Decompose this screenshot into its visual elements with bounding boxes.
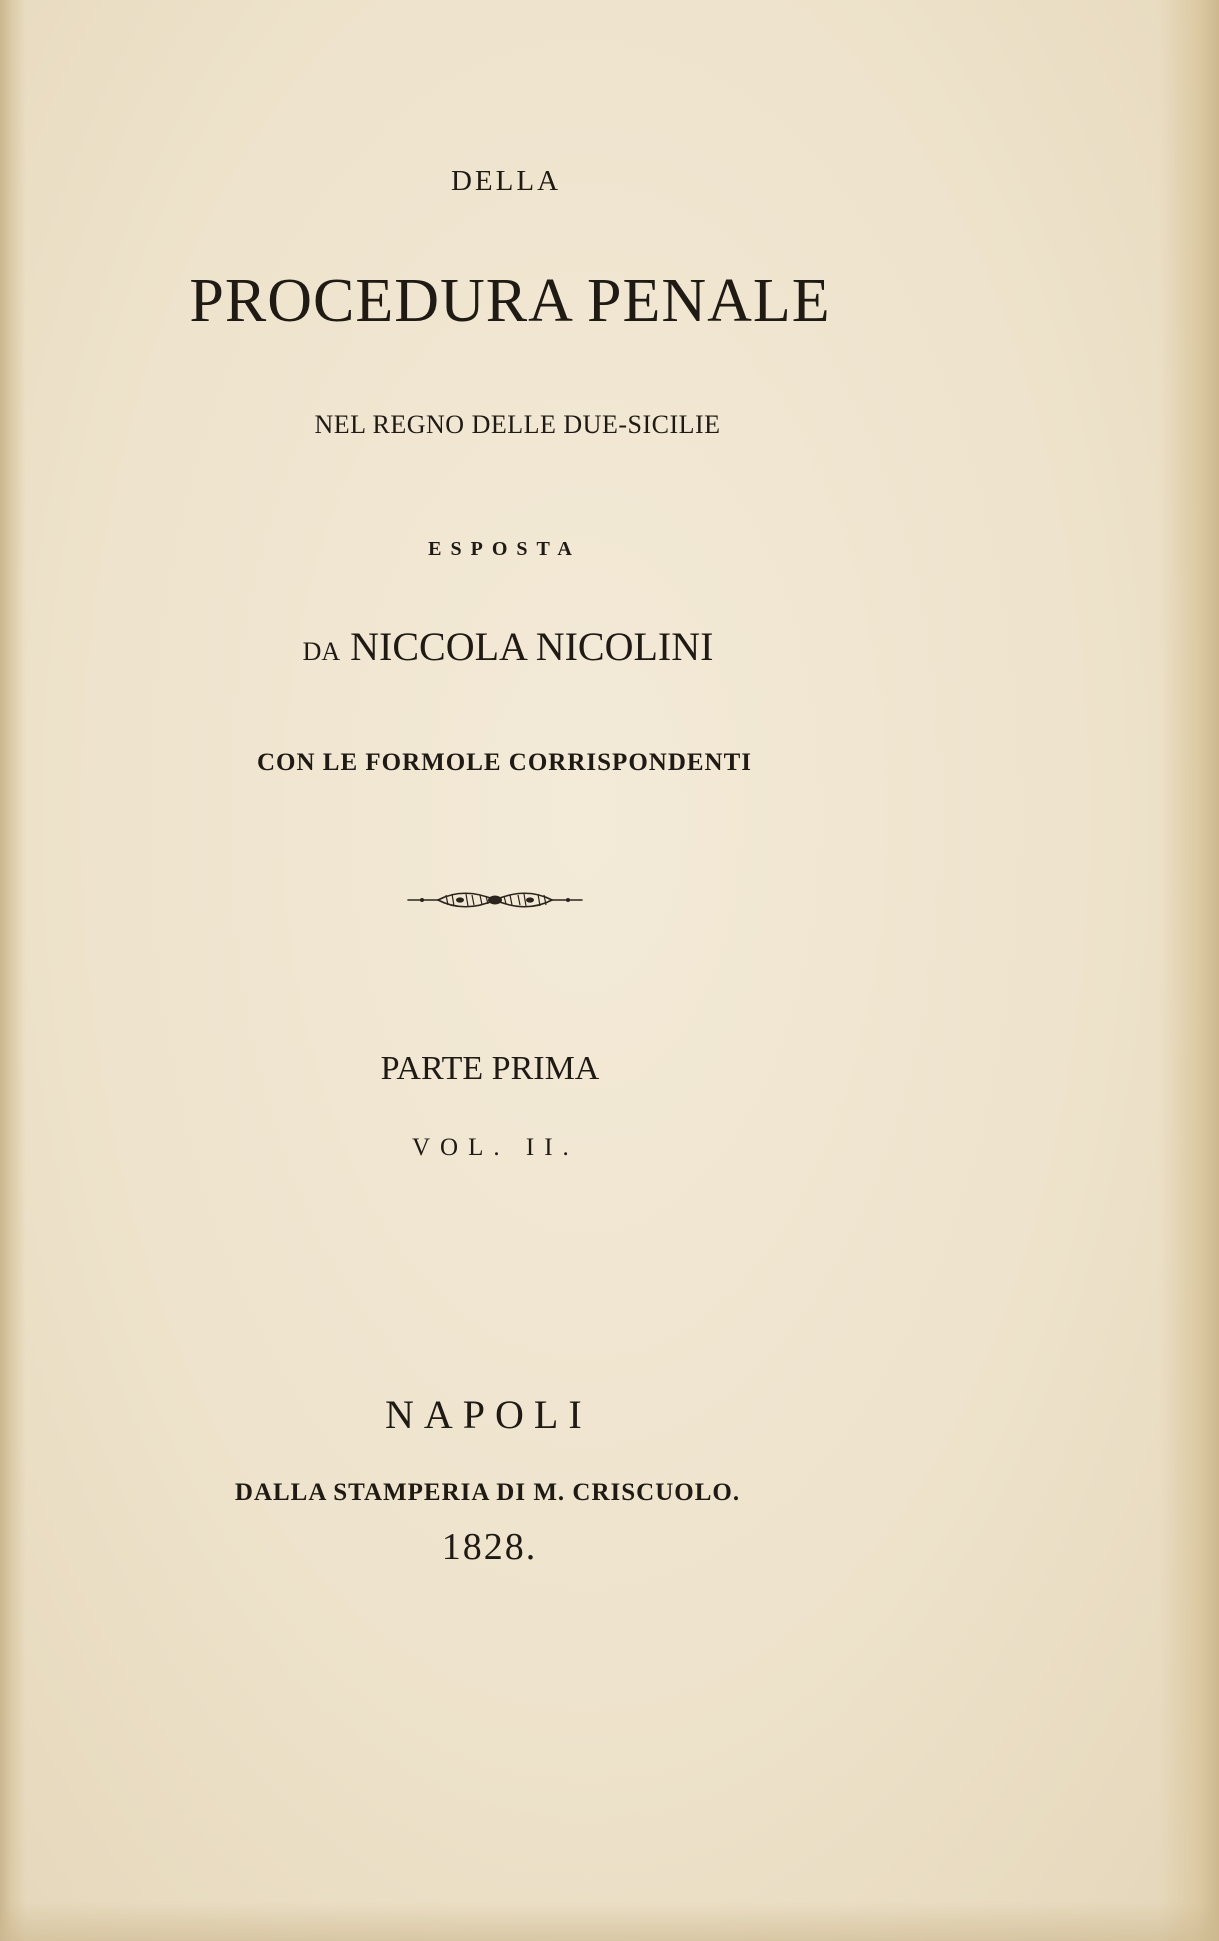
binding-edge [0, 0, 26, 1941]
ornament-divider-icon [400, 880, 590, 920]
page-edge-right [1159, 0, 1219, 1941]
page-edge-bottom [0, 1901, 1219, 1941]
esposta-line: ESPOSTA [428, 538, 581, 560]
author-name: NICCOLA NICOLINI [350, 624, 714, 669]
author-line [283, 624, 733, 669]
volume-label: VOL. II. [412, 1134, 579, 1161]
author-prefix: DA [302, 637, 341, 666]
imprint-city: NAPOLI [385, 1392, 592, 1437]
imprint-printer: DALLA STAMPERIA DI M. CRISCUOLO. [234, 1479, 741, 1506]
book-title: PROCEDURA PENALE [189, 267, 831, 335]
part-label: PARTE PRIMA [380, 1050, 600, 1087]
book-subtitle: NEL REGNO DELLE DUE-SICILIE [314, 410, 721, 439]
title-prefix: DELLA [450, 165, 562, 197]
imprint-year: 1828. [441, 1526, 538, 1568]
formole-line: CON LE FORMOLE CORRISPONDENTI [256, 749, 752, 776]
